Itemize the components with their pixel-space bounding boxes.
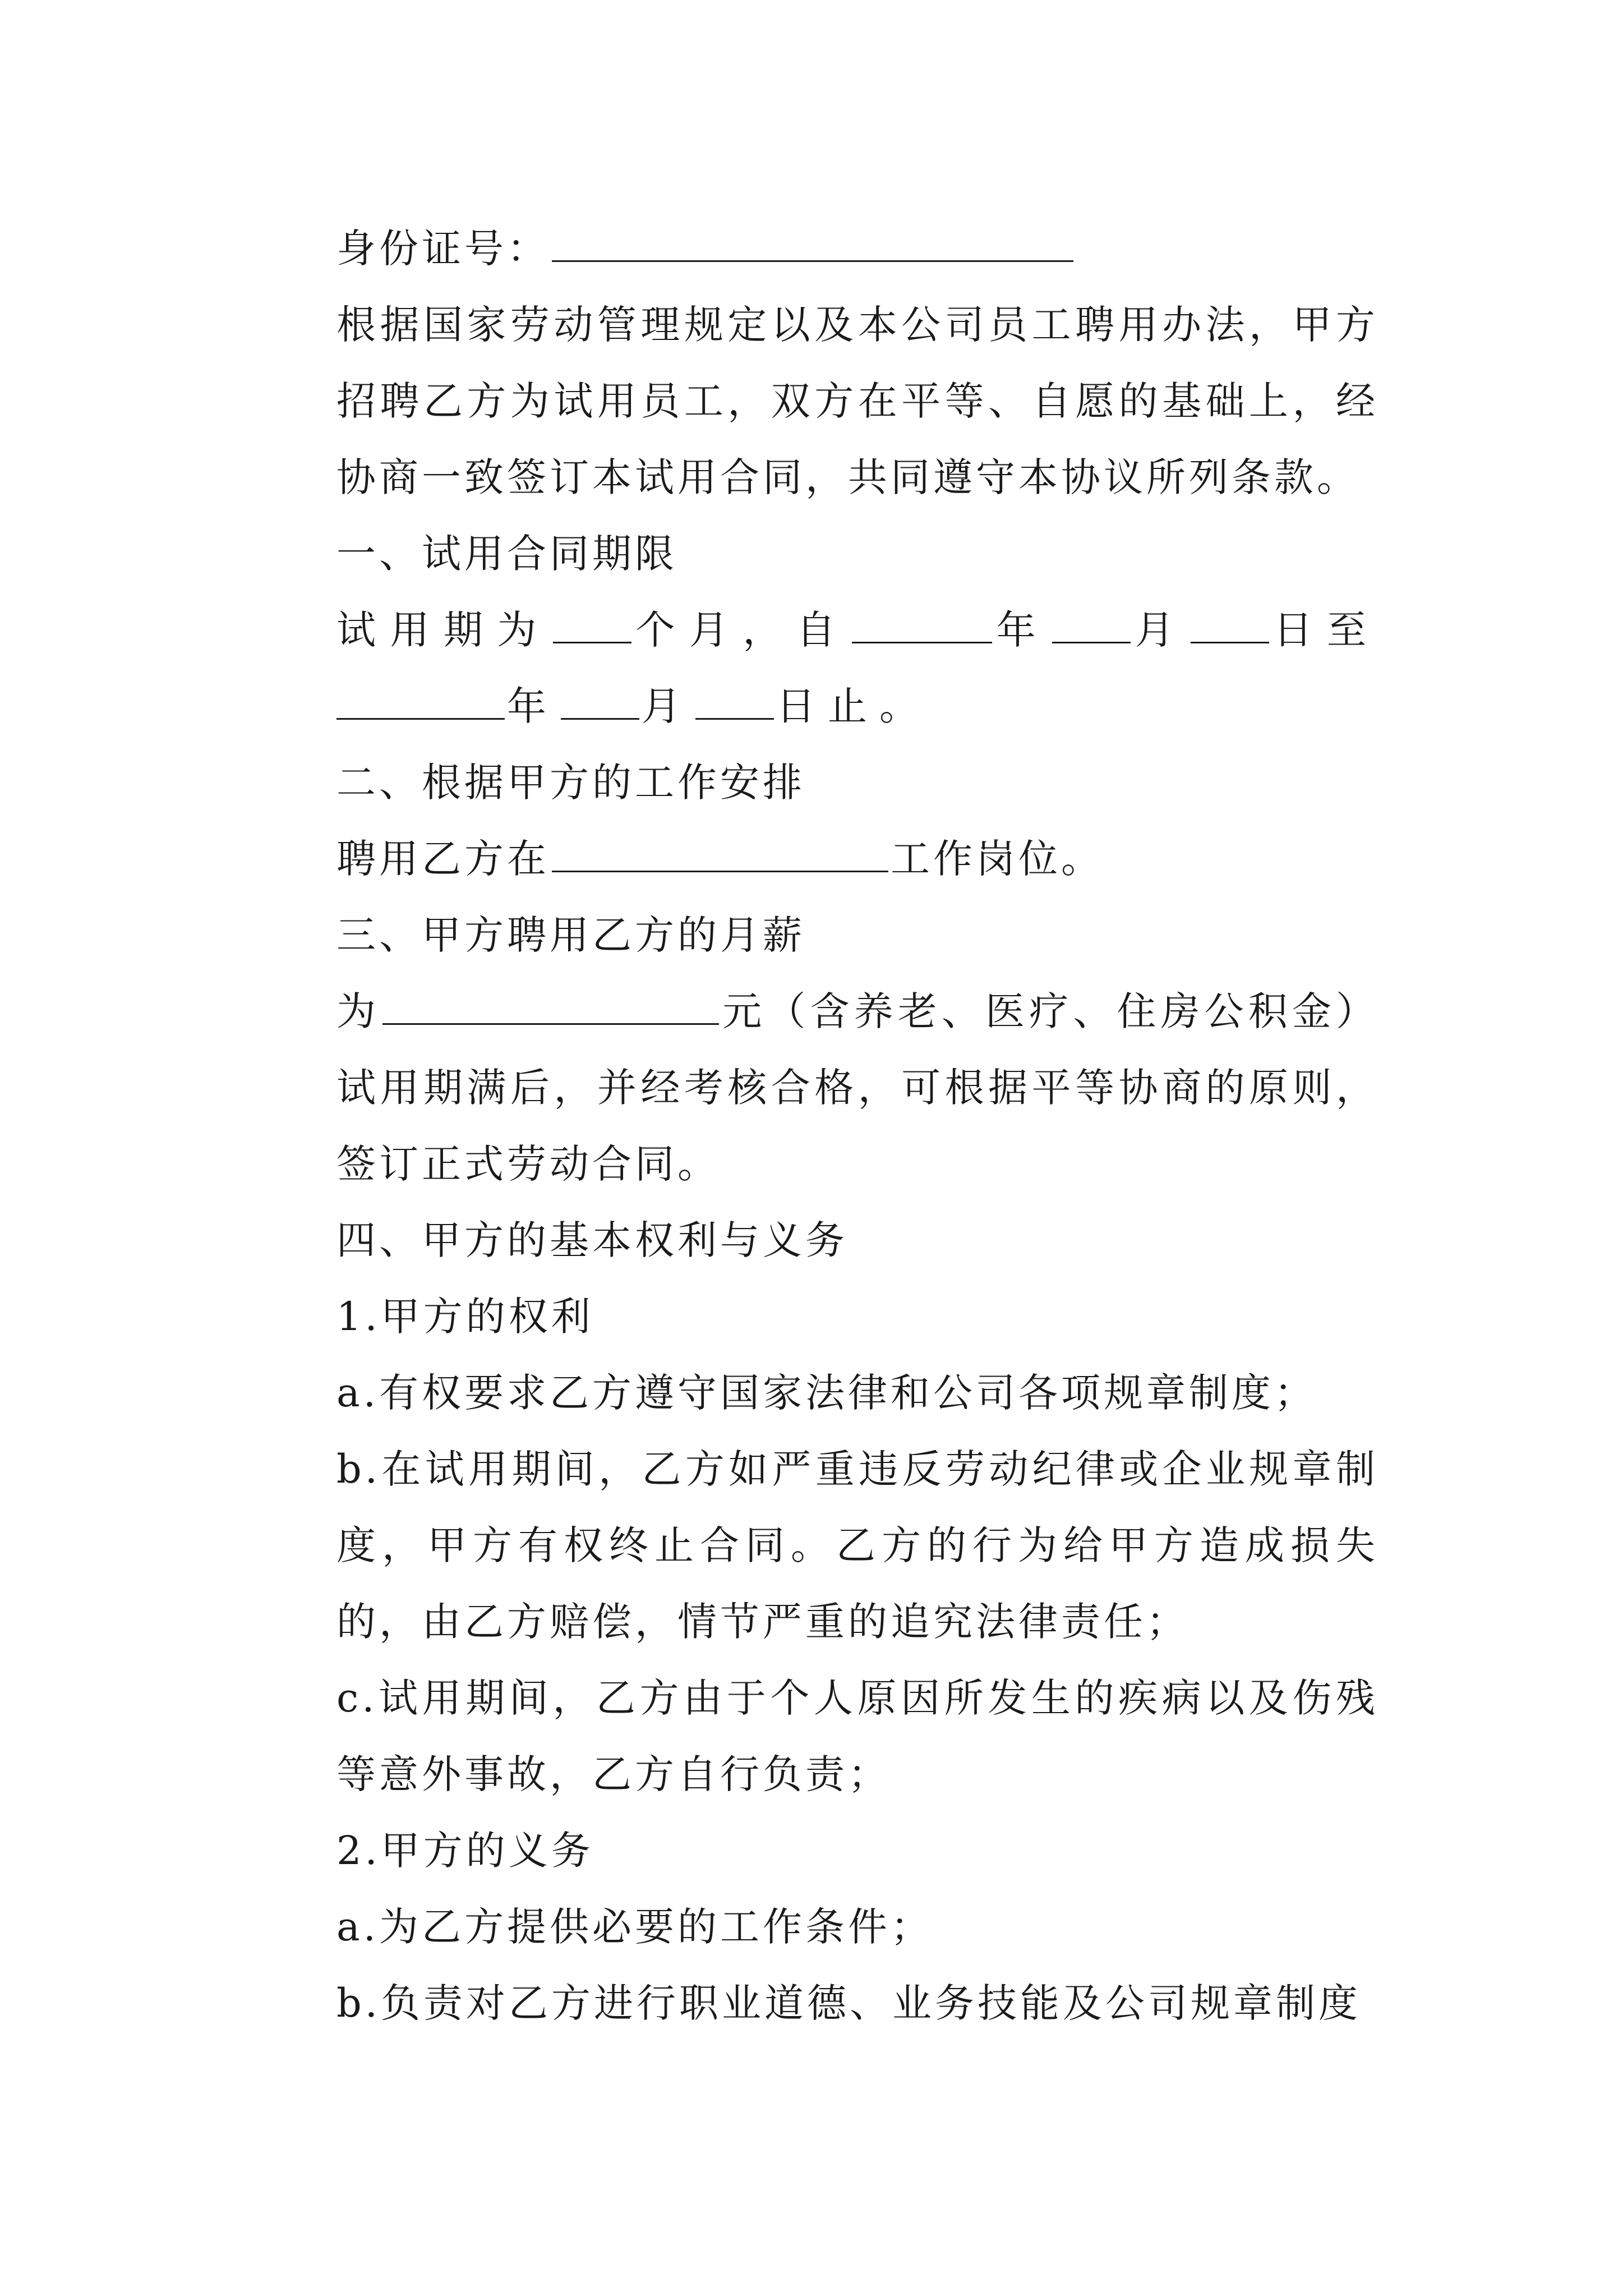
id-number-label: 身份证号： xyxy=(336,226,550,272)
duties-title: 2.甲方的义务 xyxy=(336,1828,594,1874)
salary-text-1: 为 xyxy=(336,988,381,1034)
rights-item-a: a.有权要求乙方遵守国家法律和公司各项规章制度； xyxy=(336,1370,1317,1416)
post-text-1: 聘用乙方在 xyxy=(336,836,550,882)
term-text-6: 年 xyxy=(507,683,559,729)
term-end-year-blank[interactable] xyxy=(336,682,505,720)
document-body xyxy=(251,210,1378,2041)
intro-paragraph: 根据国家劳动管理规定以及本公司员工聘用办法，甲方招聘乙方为试用员工，双方在平等、自愿的基础上，经协商一致签订本试用合同，共同遵守本协议所列条款。 xyxy=(336,302,1378,500)
term-months-blank[interactable] xyxy=(553,606,631,643)
section3-title: 三、甲方聘用乙方的月薪 xyxy=(336,912,805,958)
term-start-year-blank[interactable] xyxy=(852,606,992,643)
section2-title: 二、根据甲方的工作安排 xyxy=(336,760,805,806)
duties-item-a: a.为乙方提供必要的工作条件； xyxy=(336,1904,933,1950)
term-text-5: 日至 xyxy=(1271,607,1379,653)
duties-item-b: b.负责对乙方进行职业道德、业务技能及公司规章制度 xyxy=(336,1980,1362,2026)
salary-blank[interactable] xyxy=(382,987,719,1025)
term-text-2: 个月，自 xyxy=(633,607,850,653)
salary-text-2: 元（含养老、医疗、住房公积金）试用期满后，并经考核合格，可根据平等协商的原则，签订正式劳动合同。 xyxy=(336,988,1378,1187)
term-text-4: 月 xyxy=(1133,607,1189,653)
post-line xyxy=(251,821,1378,897)
term-text-1: 试用期为 xyxy=(336,607,551,653)
rights-item-b: b.在试用期间，乙方如严重违反劳动纪律或企业规章制度，甲方有权终止合同。乙方的行为给甲方造成损失的，由乙方赔偿，情节严重的追究法律责任； xyxy=(336,1446,1378,1645)
term-paragraph xyxy=(251,592,1378,744)
term-start-month-blank[interactable] xyxy=(1052,606,1131,643)
id-number-blank[interactable] xyxy=(552,224,1073,262)
term-text-3: 年 xyxy=(994,607,1050,653)
term-text-7: 月 xyxy=(642,683,693,729)
post-blank[interactable] xyxy=(552,835,888,872)
post-text-2: 工作岗位。 xyxy=(891,836,1104,882)
term-text-8: 日止。 xyxy=(776,683,931,729)
salary-paragraph xyxy=(251,973,1378,1202)
rights-title: 1.甲方的权利 xyxy=(336,1294,594,1340)
section4-title: 四、甲方的基本权利与义务 xyxy=(336,1217,848,1263)
id-number-line xyxy=(251,210,1378,287)
term-end-month-blank[interactable] xyxy=(561,682,639,720)
section1-title: 一、试用合同期限 xyxy=(336,531,677,577)
rights-item-c: c.试用期间，乙方由于个人原因所发生的疾病以及伤残等意外事故，乙方自行负责； xyxy=(336,1675,1378,1797)
term-end-day-blank[interactable] xyxy=(695,682,774,720)
term-start-day-blank[interactable] xyxy=(1191,606,1269,643)
